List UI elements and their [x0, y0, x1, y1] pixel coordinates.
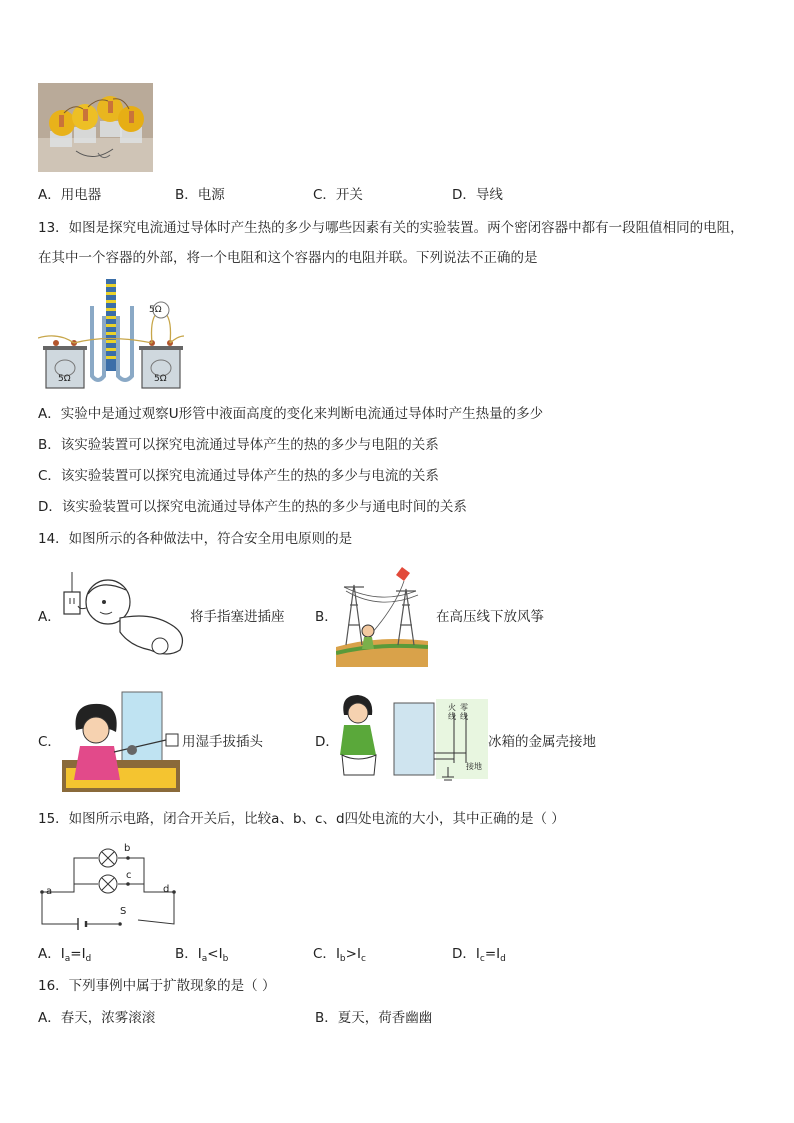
- q13-stem-line2: 在其中一个容器的外部，将一个电阻和这个容器内的电阻并联。下列说法不正确的是: [38, 250, 538, 266]
- left-resistor-label: 5Ω: [58, 374, 71, 384]
- q15-option-a: A．$I_a=I_d$: [38, 946, 92, 964]
- q14-option-c-letter: C．: [38, 734, 61, 750]
- q14-option-d-text: 冰箱的金属壳接地: [488, 734, 596, 750]
- ground-label: 接地: [466, 762, 482, 771]
- fire-line-label: 火线: [448, 703, 456, 721]
- q14-option-b-letter: B．: [315, 609, 338, 625]
- q13-option-a: A．实验中是通过观察U形管中液面高度的变化来判断电流通过导体时产生热量的多少: [38, 406, 544, 422]
- q14-option-a-letter: A．: [38, 609, 61, 625]
- q13-option-c: C．该实验装置可以探究电流通过导体产生的热的多少与电流的关系: [38, 468, 439, 484]
- switch-label: S: [120, 906, 127, 917]
- q14-stem: 14．如图所示的各种做法中，符合安全用电原则的是: [38, 531, 353, 547]
- wet-hand-unplugging-illustration: [62, 690, 180, 792]
- fridge-grounding-illustration: [336, 693, 488, 785]
- q14-option-a-text: 将手指塞进插座: [190, 609, 285, 625]
- q16-option-b: B．夏天，荷香幽幽: [315, 1010, 433, 1026]
- q12-option-b: B．电源: [175, 187, 225, 203]
- q13-stem-line1: 13．如图是探究电流通过导体时产生热的多少与哪些因素有关的实验装置。两个密闭容器中都有一段阻值相同的电阻，: [38, 220, 744, 236]
- q15-stem: 15．如图所示电路，闭合开关后，比较a、b、c、d四处电流的大小，其中正确的是（ ）: [38, 811, 565, 827]
- joule-heating-apparatus-figure: [38, 276, 184, 394]
- circuit-point-a-label: a: [46, 886, 53, 897]
- parallel-circuit-diagram: [38, 840, 180, 930]
- q15-option-b: B．$I_a<I_b$: [175, 946, 229, 964]
- q13-option-d: D．该实验装置可以探究电流通过导体产生的热的多少与通电时间的关系: [38, 499, 467, 515]
- q12-option-c: C．开关: [313, 187, 363, 203]
- q16-option-a: A．春天，浓雾滚滚: [38, 1010, 156, 1026]
- external-resistor-label: 5Ω: [149, 305, 162, 315]
- right-resistor-label: 5Ω: [154, 374, 167, 384]
- q15-option-c: C．$I_b>I_c$: [313, 946, 366, 964]
- circuit-point-d-label: d: [163, 884, 170, 895]
- q15-option-d: D．$I_c=I_d$: [452, 946, 506, 964]
- q14-option-b-text: 在高压线下放风筝: [436, 609, 544, 625]
- q12-option-a: A．用电器: [38, 187, 102, 203]
- q12-option-d: D．导线: [452, 187, 503, 203]
- circuit-point-b-label: b: [124, 843, 131, 854]
- q14-option-d-letter: D．: [315, 734, 339, 750]
- fruit-battery-photo: [38, 83, 153, 172]
- q13-option-b: B．该实验装置可以探究电流通过导体产生的热的多少与电阻的关系: [38, 437, 439, 453]
- q14-option-c-text: 用湿手拔插头: [182, 734, 263, 750]
- q16-stem: 16．下列事例中属于扩散现象的是（ ）: [38, 978, 276, 994]
- kite-under-power-lines-illustration: [336, 565, 428, 667]
- child-finger-in-socket-illustration: [60, 572, 190, 660]
- circuit-point-c-label: c: [126, 870, 132, 881]
- zero-line-label: 零线: [460, 703, 468, 721]
